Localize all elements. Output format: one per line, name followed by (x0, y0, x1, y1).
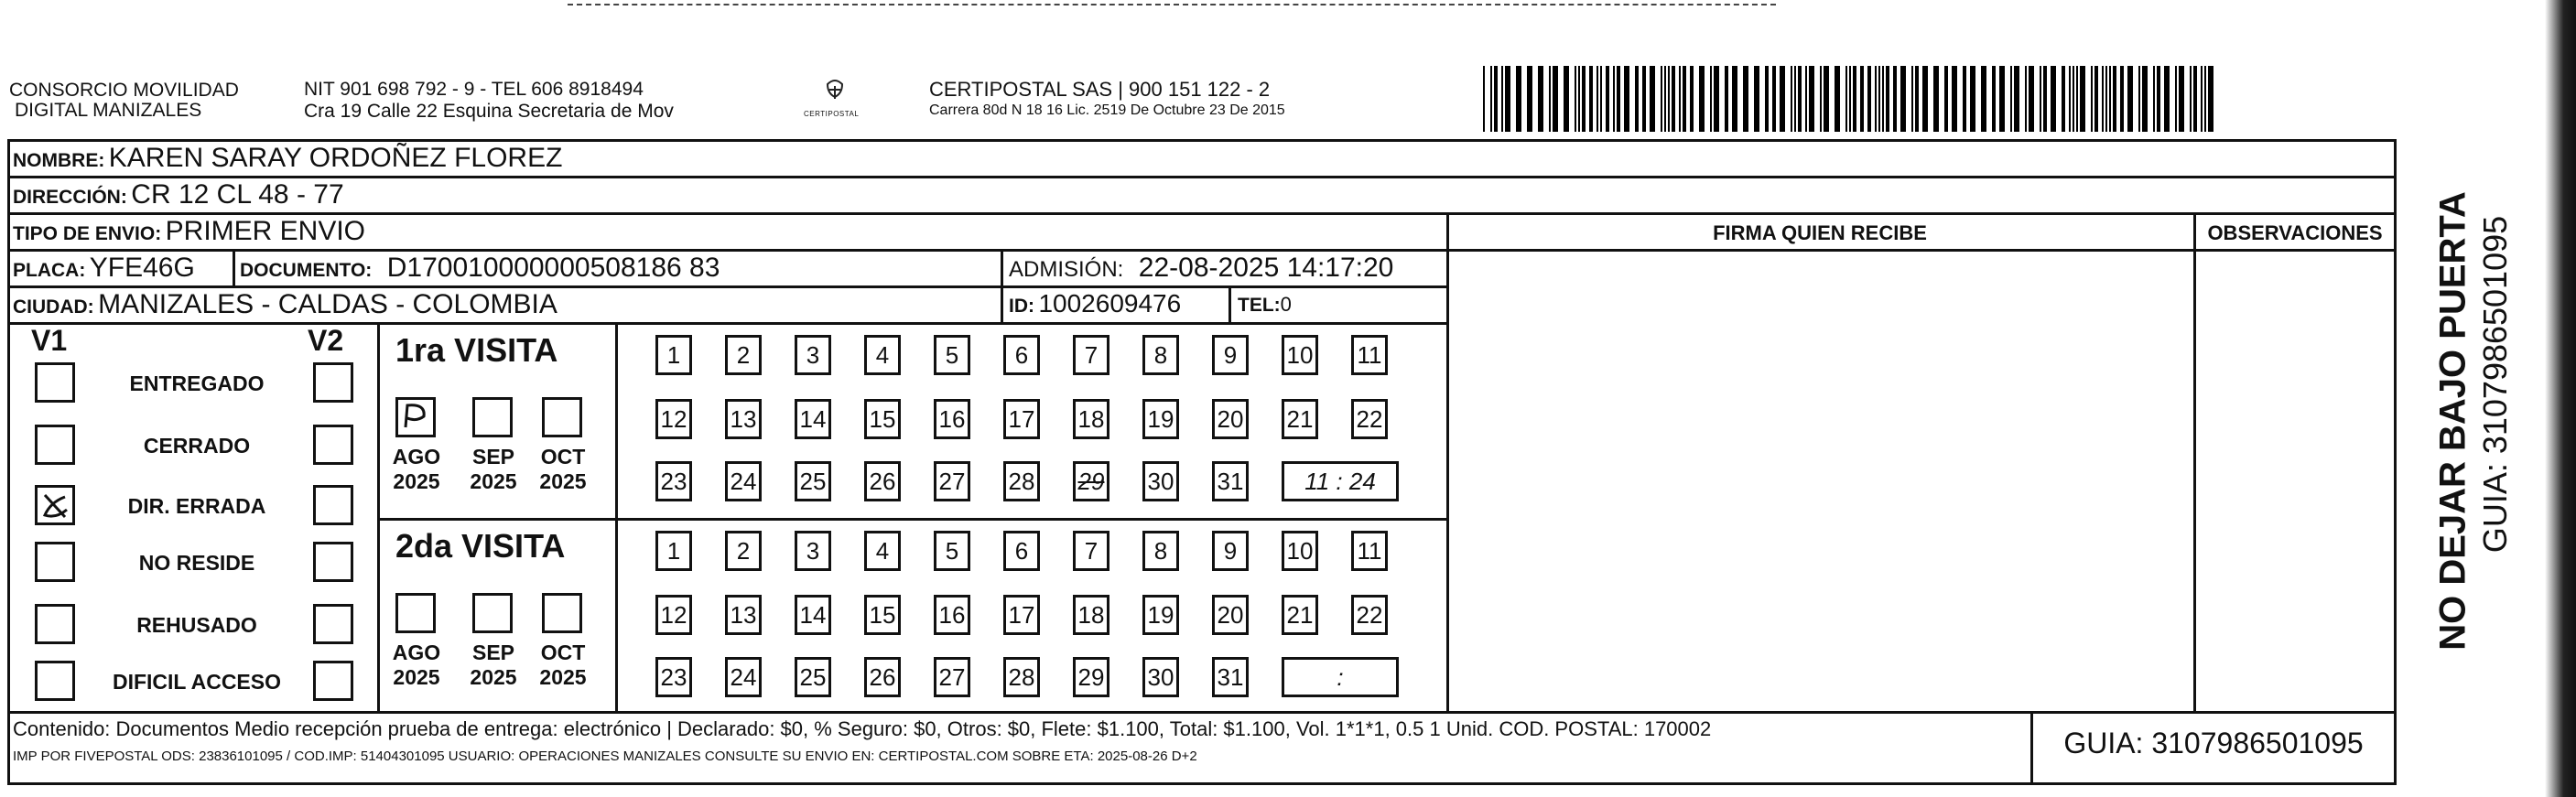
day-box[interactable]: 14 (795, 399, 831, 439)
day-box[interactable]: 8 (1142, 335, 1179, 375)
tipo-envio-label: TIPO DE ENVIO: (13, 223, 162, 244)
day-box[interactable]: 27 (934, 657, 970, 697)
id-value: 1002609476 (1038, 289, 1182, 318)
month-year: 2025 (470, 665, 517, 689)
nombre-row (13, 143, 562, 174)
tipo-envio-row (13, 216, 365, 247)
month-year: 2025 (539, 665, 587, 689)
placa-value: YFE46G (89, 253, 195, 283)
row-line (7, 322, 1448, 325)
day-box[interactable]: 6 (1003, 531, 1040, 571)
v1-label: V1 (31, 324, 68, 357)
day-box[interactable]: 3 (795, 335, 831, 375)
v2-checkbox[interactable] (313, 542, 353, 582)
month-label (384, 641, 449, 690)
day-box[interactable]: 4 (864, 531, 901, 571)
day-box[interactable]: 7 (1073, 335, 1109, 375)
day-box[interactable]: 1 (655, 335, 692, 375)
v2-checkbox[interactable] (313, 362, 353, 403)
barcode-icon (1483, 66, 2223, 132)
direccion-row (13, 179, 344, 210)
day-box[interactable]: 20 (1212, 595, 1249, 635)
day-box[interactable]: 22 (1351, 595, 1388, 635)
firma-header: FIRMA QUIEN RECIBE (1713, 221, 1927, 244)
month-checkbox[interactable] (395, 593, 436, 633)
v1-checkbox[interactable] (35, 542, 75, 582)
day-box[interactable]: 22 (1351, 399, 1388, 439)
tel-label: TEL: (1238, 295, 1281, 316)
v1-checkbox[interactable] (35, 425, 75, 465)
month-checkbox[interactable] (472, 397, 513, 437)
day-box[interactable]: 21 (1282, 595, 1318, 635)
day-box[interactable]: 1 (655, 531, 692, 571)
day-box[interactable]: 13 (725, 595, 762, 635)
carrier-info: CERTIPOSTAL SAS | 900 151 122 - 2 Carrera 80d N 18 16 Lic. 2519 De Octubre 23 De 2015 (929, 78, 1285, 118)
placa-label: PLACA: (13, 260, 86, 281)
documento-value: D170010000000508186 83 (386, 253, 720, 283)
day-box[interactable]: 8 (1142, 531, 1179, 571)
day-box[interactable]: 28 (1003, 461, 1040, 501)
day-box[interactable]: 26 (864, 657, 901, 697)
month-year: 2025 (393, 469, 440, 493)
day-box[interactable]: 5 (934, 531, 970, 571)
month-year: 2025 (393, 665, 440, 689)
month-checkbox[interactable] (542, 593, 582, 633)
check-mark-icon (38, 488, 72, 522)
month-label (531, 445, 595, 494)
id-label: ID: (1009, 296, 1034, 317)
v2-label: V2 (308, 324, 344, 357)
observaciones-header: OBSERVACIONES (2207, 221, 2383, 244)
month-label (531, 641, 595, 690)
check-mark-icon (398, 400, 433, 435)
visit-title: 1ra VISITA (395, 331, 558, 369)
admision-label: ADMISIÓN: (1009, 257, 1124, 282)
month-name: OCT (540, 641, 586, 664)
side-guia: GUIA: 3107986501095 (2476, 215, 2514, 554)
tel-row (1238, 293, 1292, 317)
admision-value: 22-08-2025 14:17:20 (1138, 253, 1394, 283)
nombre-label: NOMBRE: (13, 150, 105, 171)
visit-title: 2da VISITA (395, 527, 566, 565)
day-box[interactable]: 11 (1351, 335, 1388, 375)
row-line (7, 176, 2397, 178)
day-box[interactable]: 9 (1212, 335, 1249, 375)
day-box[interactable]: 13 (725, 399, 762, 439)
v2-checkbox[interactable] (313, 661, 353, 701)
v1-checkbox[interactable] (35, 661, 75, 701)
day-box[interactable]: 18 (1073, 595, 1109, 635)
scan-edge (2545, 0, 2576, 797)
day-box[interactable]: 7 (1073, 531, 1109, 571)
day-box[interactable]: 19 (1142, 595, 1179, 635)
direccion-label: DIRECCIÓN: (13, 187, 127, 208)
documento-label: DOCUMENTO: (240, 260, 373, 281)
barcode (1483, 66, 2223, 132)
col-line (1228, 285, 1231, 322)
month-label (461, 445, 525, 494)
month-checkbox[interactable] (472, 593, 513, 633)
day-box[interactable]: 24 (725, 461, 762, 501)
day-box[interactable]: 5 (934, 335, 970, 375)
row-line (7, 212, 2397, 215)
documento-row (240, 253, 720, 284)
day-box[interactable]: 15 (864, 399, 901, 439)
status-label: NO RESIDE (138, 551, 255, 575)
id-row (1009, 289, 1181, 318)
time-box[interactable]: : (1282, 657, 1399, 697)
v2-checkbox[interactable] (313, 485, 353, 525)
day-box[interactable]: 29 (1073, 657, 1109, 697)
col-line (233, 249, 235, 285)
month-name: OCT (540, 445, 586, 469)
day-box[interactable]: 26 (864, 461, 901, 501)
col-line (377, 322, 380, 711)
day-box[interactable]: 30 (1142, 657, 1179, 697)
day-box[interactable]: 12 (655, 595, 692, 635)
ciudad-value: MANIZALES - CALDAS - COLOMBIA (98, 289, 557, 319)
month-name: AGO (392, 641, 441, 664)
day-box[interactable]: 3 (795, 531, 831, 571)
row-line (377, 518, 1448, 521)
day-box[interactable]: 30 (1142, 461, 1179, 501)
day-box[interactable]: 12 (655, 399, 692, 439)
direccion-value: CR 12 CL 48 - 77 (131, 179, 344, 210)
admision-row (1009, 253, 1393, 284)
col-line (2193, 212, 2196, 711)
day-box[interactable]: 24 (725, 657, 762, 697)
footer-contenido: Contenido: Documentos Medio recepción prueba de entrega: electrónico | Declarado: $0, % Seguro: $0, Otros: $0, Flete: $1.100, Total: $1.100, Vol. 1*1*1, 0.5 1 Unid. COD. POSTAL: 170002 (13, 717, 1712, 740)
day-box[interactable]: 4 (864, 335, 901, 375)
v1-checkbox[interactable] (35, 362, 75, 403)
day-box[interactable]: 10 (1282, 335, 1318, 375)
day-box[interactable]: 25 (795, 461, 831, 501)
day-box[interactable]: 31 (1212, 657, 1249, 697)
day-box[interactable]: 27 (934, 461, 970, 501)
ciudad-row (13, 289, 557, 320)
tel-value: 0 (1280, 293, 1292, 316)
month-checkbox[interactable] (395, 397, 436, 437)
day-box[interactable]: 10 (1282, 531, 1318, 571)
status-label: DIFICIL ACCESO (112, 670, 281, 694)
day-box[interactable]: 28 (1003, 657, 1040, 697)
v1-checkbox[interactable] (35, 485, 75, 525)
col-line (1001, 249, 1003, 322)
col-line (615, 322, 618, 711)
tipo-envio-value: PRIMER ENVIO (165, 216, 366, 246)
time-box[interactable]: 11 : 24 (1282, 461, 1399, 501)
day-box[interactable]: 16 (934, 595, 970, 635)
day-box[interactable]: 15 (864, 595, 901, 635)
day-box[interactable]: 11 (1351, 531, 1388, 571)
top-edge-line (568, 4, 1776, 5)
day-box[interactable]: 14 (795, 595, 831, 635)
v1-checkbox[interactable] (35, 604, 75, 644)
row-line (1446, 249, 2397, 252)
side-warning: NO DEJAR BAJO PUERTA (2432, 191, 2473, 651)
day-box[interactable]: 29 (1073, 461, 1109, 501)
day-box[interactable]: 18 (1073, 399, 1109, 439)
month-label (461, 641, 525, 690)
day-box[interactable]: 2 (725, 531, 762, 571)
day-box[interactable]: 6 (1003, 335, 1040, 375)
row-line (7, 249, 1448, 252)
day-box[interactable]: 2 (725, 335, 762, 375)
footer-imp: IMP POR FIVEPOSTAL ODS: 23836101095 / COD.IMP: 51404301095 USUARIO: OPERACIONES MANIZALES CONSULTE SU ENVIO EN: CERTIPOSTAL.COM SOBRE ETA: 2025-08-26 D+2 (13, 749, 1197, 764)
day-box[interactable]: 31 (1212, 461, 1249, 501)
month-label (384, 445, 449, 494)
footer-guia: GUIA: 3107986501095 (2063, 727, 2364, 759)
company-name: CONSORCIO MOVILIDAD DIGITAL MANIZALES (9, 80, 239, 121)
ciudad-label: CIUDAD: (13, 296, 94, 318)
v2-checkbox[interactable] (313, 604, 353, 644)
month-name: SEP (471, 445, 515, 469)
company-nit: NIT 901 698 792 - 9 - TEL 606 8918494 Cra 19 Calle 22 Esquina Secretaria de Mov (304, 79, 674, 122)
status-label: CERRADO (143, 434, 251, 458)
status-label: REHUSADO (136, 613, 257, 637)
nombre-value: KAREN SARAY ORDOÑEZ FLOREZ (108, 143, 563, 173)
day-box[interactable]: 21 (1282, 399, 1318, 439)
day-box[interactable]: 17 (1003, 399, 1040, 439)
day-box[interactable]: 17 (1003, 595, 1040, 635)
day-box[interactable]: 20 (1212, 399, 1249, 439)
v2-checkbox[interactable] (313, 425, 353, 465)
status-label: ENTREGADO (129, 372, 265, 395)
day-box[interactable]: 23 (655, 657, 692, 697)
month-year: 2025 (470, 469, 517, 493)
carrier-logo: CERTIPOSTAL (807, 77, 862, 123)
row-line (7, 285, 1448, 288)
month-name: SEP (471, 641, 515, 664)
day-box[interactable]: 23 (655, 461, 692, 501)
placa-row (13, 253, 195, 284)
col-line (1446, 212, 1449, 711)
day-box[interactable]: 25 (795, 657, 831, 697)
month-checkbox[interactable] (542, 397, 582, 437)
day-box[interactable]: 16 (934, 399, 970, 439)
month-year: 2025 (539, 469, 587, 493)
month-name: AGO (392, 445, 441, 469)
row-line (7, 711, 2397, 714)
day-box[interactable]: 9 (1212, 531, 1249, 571)
day-box[interactable]: 19 (1142, 399, 1179, 439)
status-label: DIR. ERRADA (127, 494, 266, 518)
